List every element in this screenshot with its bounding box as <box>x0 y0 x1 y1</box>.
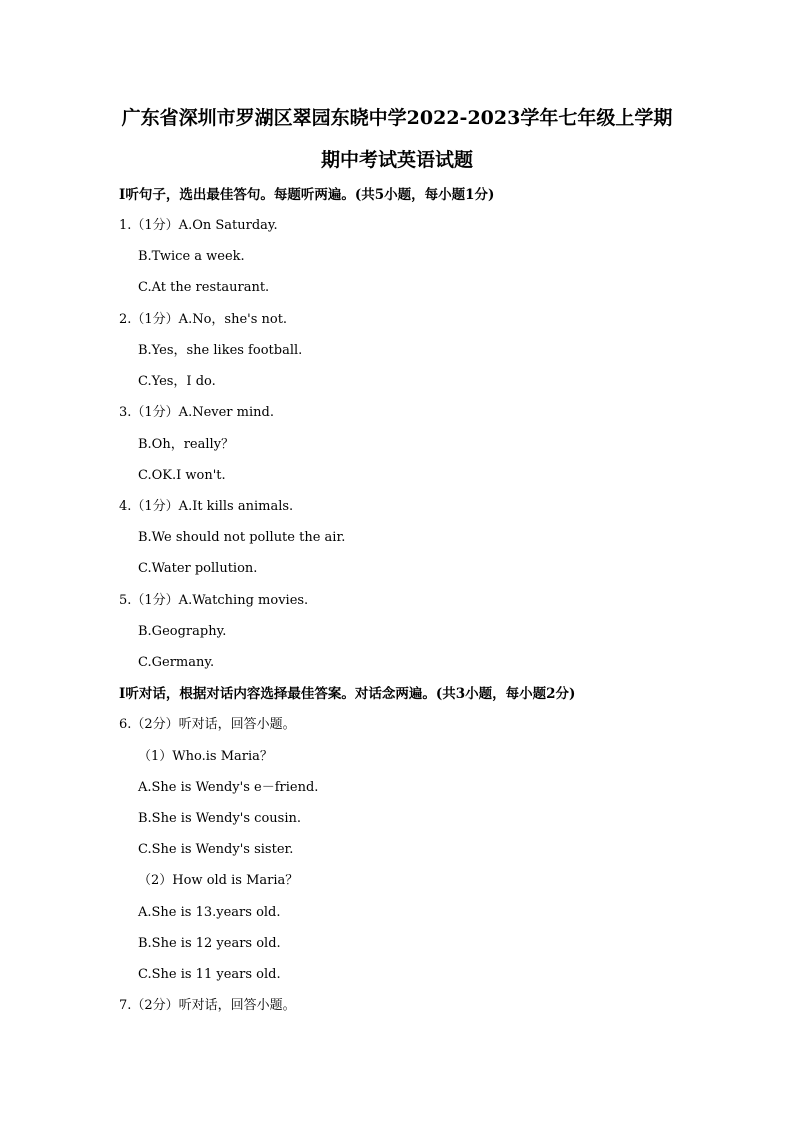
question-5-stem: 5.（1分）A.Watching movies. <box>119 593 309 608</box>
question-2-option-c: C.Yes，I do. <box>138 374 216 389</box>
question-3-option-c: C.OK.I won't. <box>138 468 226 483</box>
section-1-heading: I听句子，选出最佳答句。每题听两遍。(共5小题，每小题1分) <box>119 187 495 203</box>
question-7-stem: 7.（2分）听对话，回答小题。 <box>119 998 296 1013</box>
question-6-stem: 6.（2分）听对话，回答小题。 <box>119 717 296 732</box>
question-2-option-b: B.Yes，she likes football. <box>138 343 303 358</box>
question-5-option-b: B.Geography. <box>138 624 227 639</box>
section-2-heading: I听对话，根据对话内容选择最佳答案。对话念两遍。(共3小题，每小题2分) <box>119 686 576 702</box>
question-6-sub-2-option-b: B.She is 12 years old. <box>138 936 281 951</box>
document-title-line-2: 期中考试英语试题 <box>320 149 473 171</box>
question-5-option-c: C.Germany. <box>138 655 215 670</box>
question-1-stem: 1.（1分）A.On Saturday. <box>119 218 278 233</box>
question-1-option-b: B.Twice a week. <box>138 249 245 264</box>
question-6-sub-1-option-c: C.She is Wendy's sister. <box>138 842 294 857</box>
question-6-sub-2-option-a: A.She is 13.years old. <box>138 905 281 920</box>
question-6-sub-1-option-a: A.She is Wendy's e－friend. <box>138 780 319 795</box>
question-1-option-c: C.At the restaurant. <box>138 280 270 295</box>
question-4-stem: 4.（1分）A.It kills animals. <box>119 499 294 514</box>
question-6-sub-1-option-b: B.She is Wendy's cousin. <box>138 811 301 826</box>
question-4-option-c: C.Water pollution. <box>138 561 258 576</box>
question-3-option-b: B.Oh，really？ <box>138 437 235 452</box>
question-4-option-b: B.We should not pollute the air. <box>138 530 346 545</box>
document-title-line-1: 广东省深圳市罗湖区翠园东晓中学2022-2023学年七年级上学期 <box>121 107 673 129</box>
question-2-stem: 2.（1分）A.No，she's not. <box>119 312 288 327</box>
question-6-sub-2-stem: （2）How old is Maria？ <box>138 873 299 888</box>
question-6-sub-2-option-c: C.She is 11 years old. <box>138 967 281 982</box>
question-3-stem: 3.（1分）A.Never mind. <box>119 405 274 420</box>
question-6-sub-1-stem: （1）Who.is Maria？ <box>138 749 273 764</box>
